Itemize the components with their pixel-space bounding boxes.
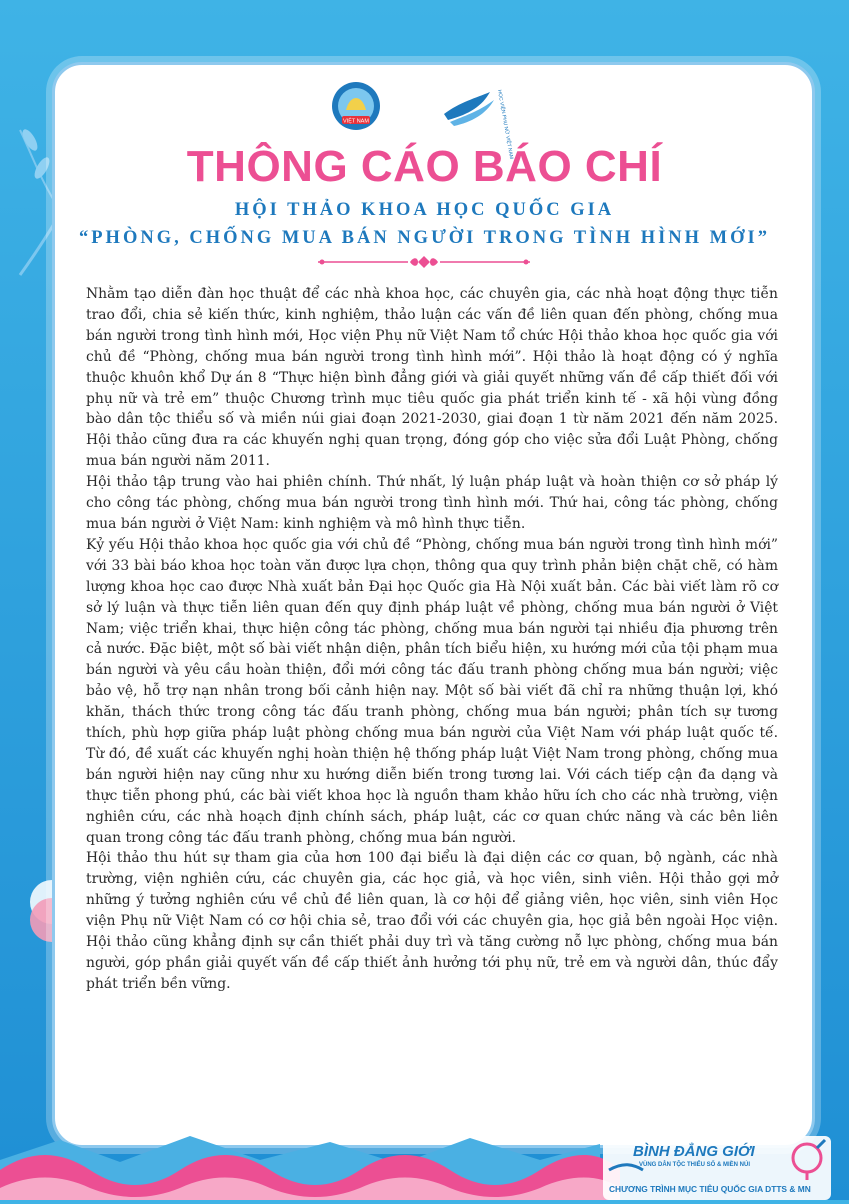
paragraph-1: Nhằm tạo diễn đàn học thuật để các nhà khoa học, các chuyên gia, các nhà hoạt động thực tiễn trao đổi, chia sẻ kiến thức, kinh nghiệm, thảo luận các vấn đề liên quan đến phòng, chống mua bán người trong tình hình mới, Học viện Phụ nữ Việt Nam tổ chức Hội thảo khoa học quốc gia với chủ đề “Phòng, chống mua bán người trong tình hình mới”. Hội thảo là hoạt động có ý nghĩa thuộc khuôn khổ Dự án 8 “Thực hiện bình đẳng giới và giải quyết những vấn đề cấp thiết đối với phụ nữ và trẻ em” thuộc Chương trình mục tiêu quốc gia phát triển kinh tế - xã hội vùng đồng bào dân tộc thiểu số và miền núi giai đoạn 2021-2030, giai đoạn 1 từ năm 2021 đến năm 2025. Hội thảo cũng đưa ra các khuyến nghị quan trọng, đóng góp cho việc sửa đổi Luật Phòng, chống mua bán người năm 2011. — [86, 286, 778, 470]
program-name: CHƯƠNG TRÌNH MỤC TIÊU QUỐC GIA DTTS & MN — [609, 1184, 811, 1194]
ornament-divider — [318, 254, 530, 270]
paragraph-3: Kỷ yếu Hội thảo khoa học quốc gia với chủ đề “Phòng, chống mua bán người trong tình hình mới” với 33 bài báo khoa học toàn văn được lựa chọn, thông qua quy trình phản biện chặt chẽ, có hàm lượng khoa học cao được Nhà xuất bản Đại học Quốc gia Hà Nội xuất bản. Các bài viết làm rõ cơ sở lý luận và thực tiễn liên quan đến quy định pháp luật về phòng, chống mua bán người ở Việt Nam; việc triển khai, thực hiện công tác phòng, chống mua bán người tại nhiều địa phương trên cả nước. Đặc biệt, một số bài viết nhận diện, phân tích biểu hiện, xu hướng mới của tội phạm mua bán người và yêu cầu hoàn thiện, đổi mới công tác đấu tranh phòng chống mua bán người; việc bảo vệ, hỗ trợ nạn nhân trong bối cảnh hiện nay. Một số bài viết đã chỉ ra những thuận lợi, khó khăn, thách thức trong công tác đấu tranh phòng, chống mua bán người; phân tích sự tương thích, phù hợp giữa pháp luật phòng chống mua bán người của Việt Nam với pháp luật quốc tế. Từ đó, đề xuất các khuyến nghị hoàn thiện hệ thống pháp luật Việt Nam trong phòng, chống mua bán người hiện nay cũng như xu hướng diễn biến trong tương lai. Với cách tiếp cận đa dạng và thực tiễn phong phú, các bài viết khoa học là nguồn tham khảo hữu ích cho các nhà trường, viện nghiên cứu, các nhà hoạch định chính sách, pháp luật, các cơ quan chức năng và các bên liên quan trong công tác đấu tranh phòng, chống mua bán người. — [86, 536, 778, 846]
program-brand — [603, 1136, 831, 1200]
subtitle-line-2: “PHÒNG, CHỐNG MUA BÁN NGƯỜI TRONG TÌNH HÌNH MỚI” — [79, 228, 770, 248]
academy-logo-icon — [440, 84, 515, 160]
women-union-logo-icon — [330, 80, 382, 132]
logo2-text: HỌC VIỆN PHỤ NỮ VIỆT NAM — [496, 89, 515, 160]
logo1-text: VIỆT NAM — [343, 118, 369, 125]
paragraph-2: Hội thảo tập trung vào hai phiên chính. Thứ nhất, lý luận pháp luật và hoàn thiện cơ sở pháp lý cho công tác phòng, chống mua bán người trong tình hình mới. Thứ hai, công tác phòng, chống mua bán người ở Việt Nam: kinh nghiệm và mô hình thực tiễn. — [86, 474, 778, 532]
logo-row — [0, 80, 849, 160]
paragraph-4: Hội thảo thu hút sự tham gia của hơn 100 đại biểu là đại diện các cơ quan, bộ ngành, các nhà trường, viện nghiên cứu, các chuyên gia, các học giả, và học viên, sinh viên. Hội thảo gợi mở những ý tưởng nghiên cứu về chủ đề liên quan, là cơ hội để giảng viên, học viên, sinh viên Học viện Phụ nữ Việt Nam có cơ hội chia sẻ, trao đổi với các chuyên gia, học giả bên ngoài Học viện. Hội thảo cũng khẳng định sự cần thiết phải duy trì và tăng cường nỗ lực phòng, chống mua bán người, góp phần giải quyết vấn đề cấp thiết ảnh hưởng tới phụ nữ, trẻ em và người dân, thúc đẩy phát triển bền vững. — [86, 850, 778, 992]
article-body — [86, 284, 778, 995]
subtitle-line-1: HỘI THẢO KHOA HỌC QUỐC GIA — [234, 200, 615, 220]
gender-equality-logo-icon — [603, 1136, 831, 1200]
brand-name: BÌNH ĐẲNG GIỚI — [633, 1143, 755, 1160]
page-title: THÔNG CÁO BÁO CHÍ — [186, 142, 663, 191]
brand-tagline: VÙNG DÂN TỘC THIỂU SỐ & MIỀN NÚI — [639, 1162, 751, 1168]
